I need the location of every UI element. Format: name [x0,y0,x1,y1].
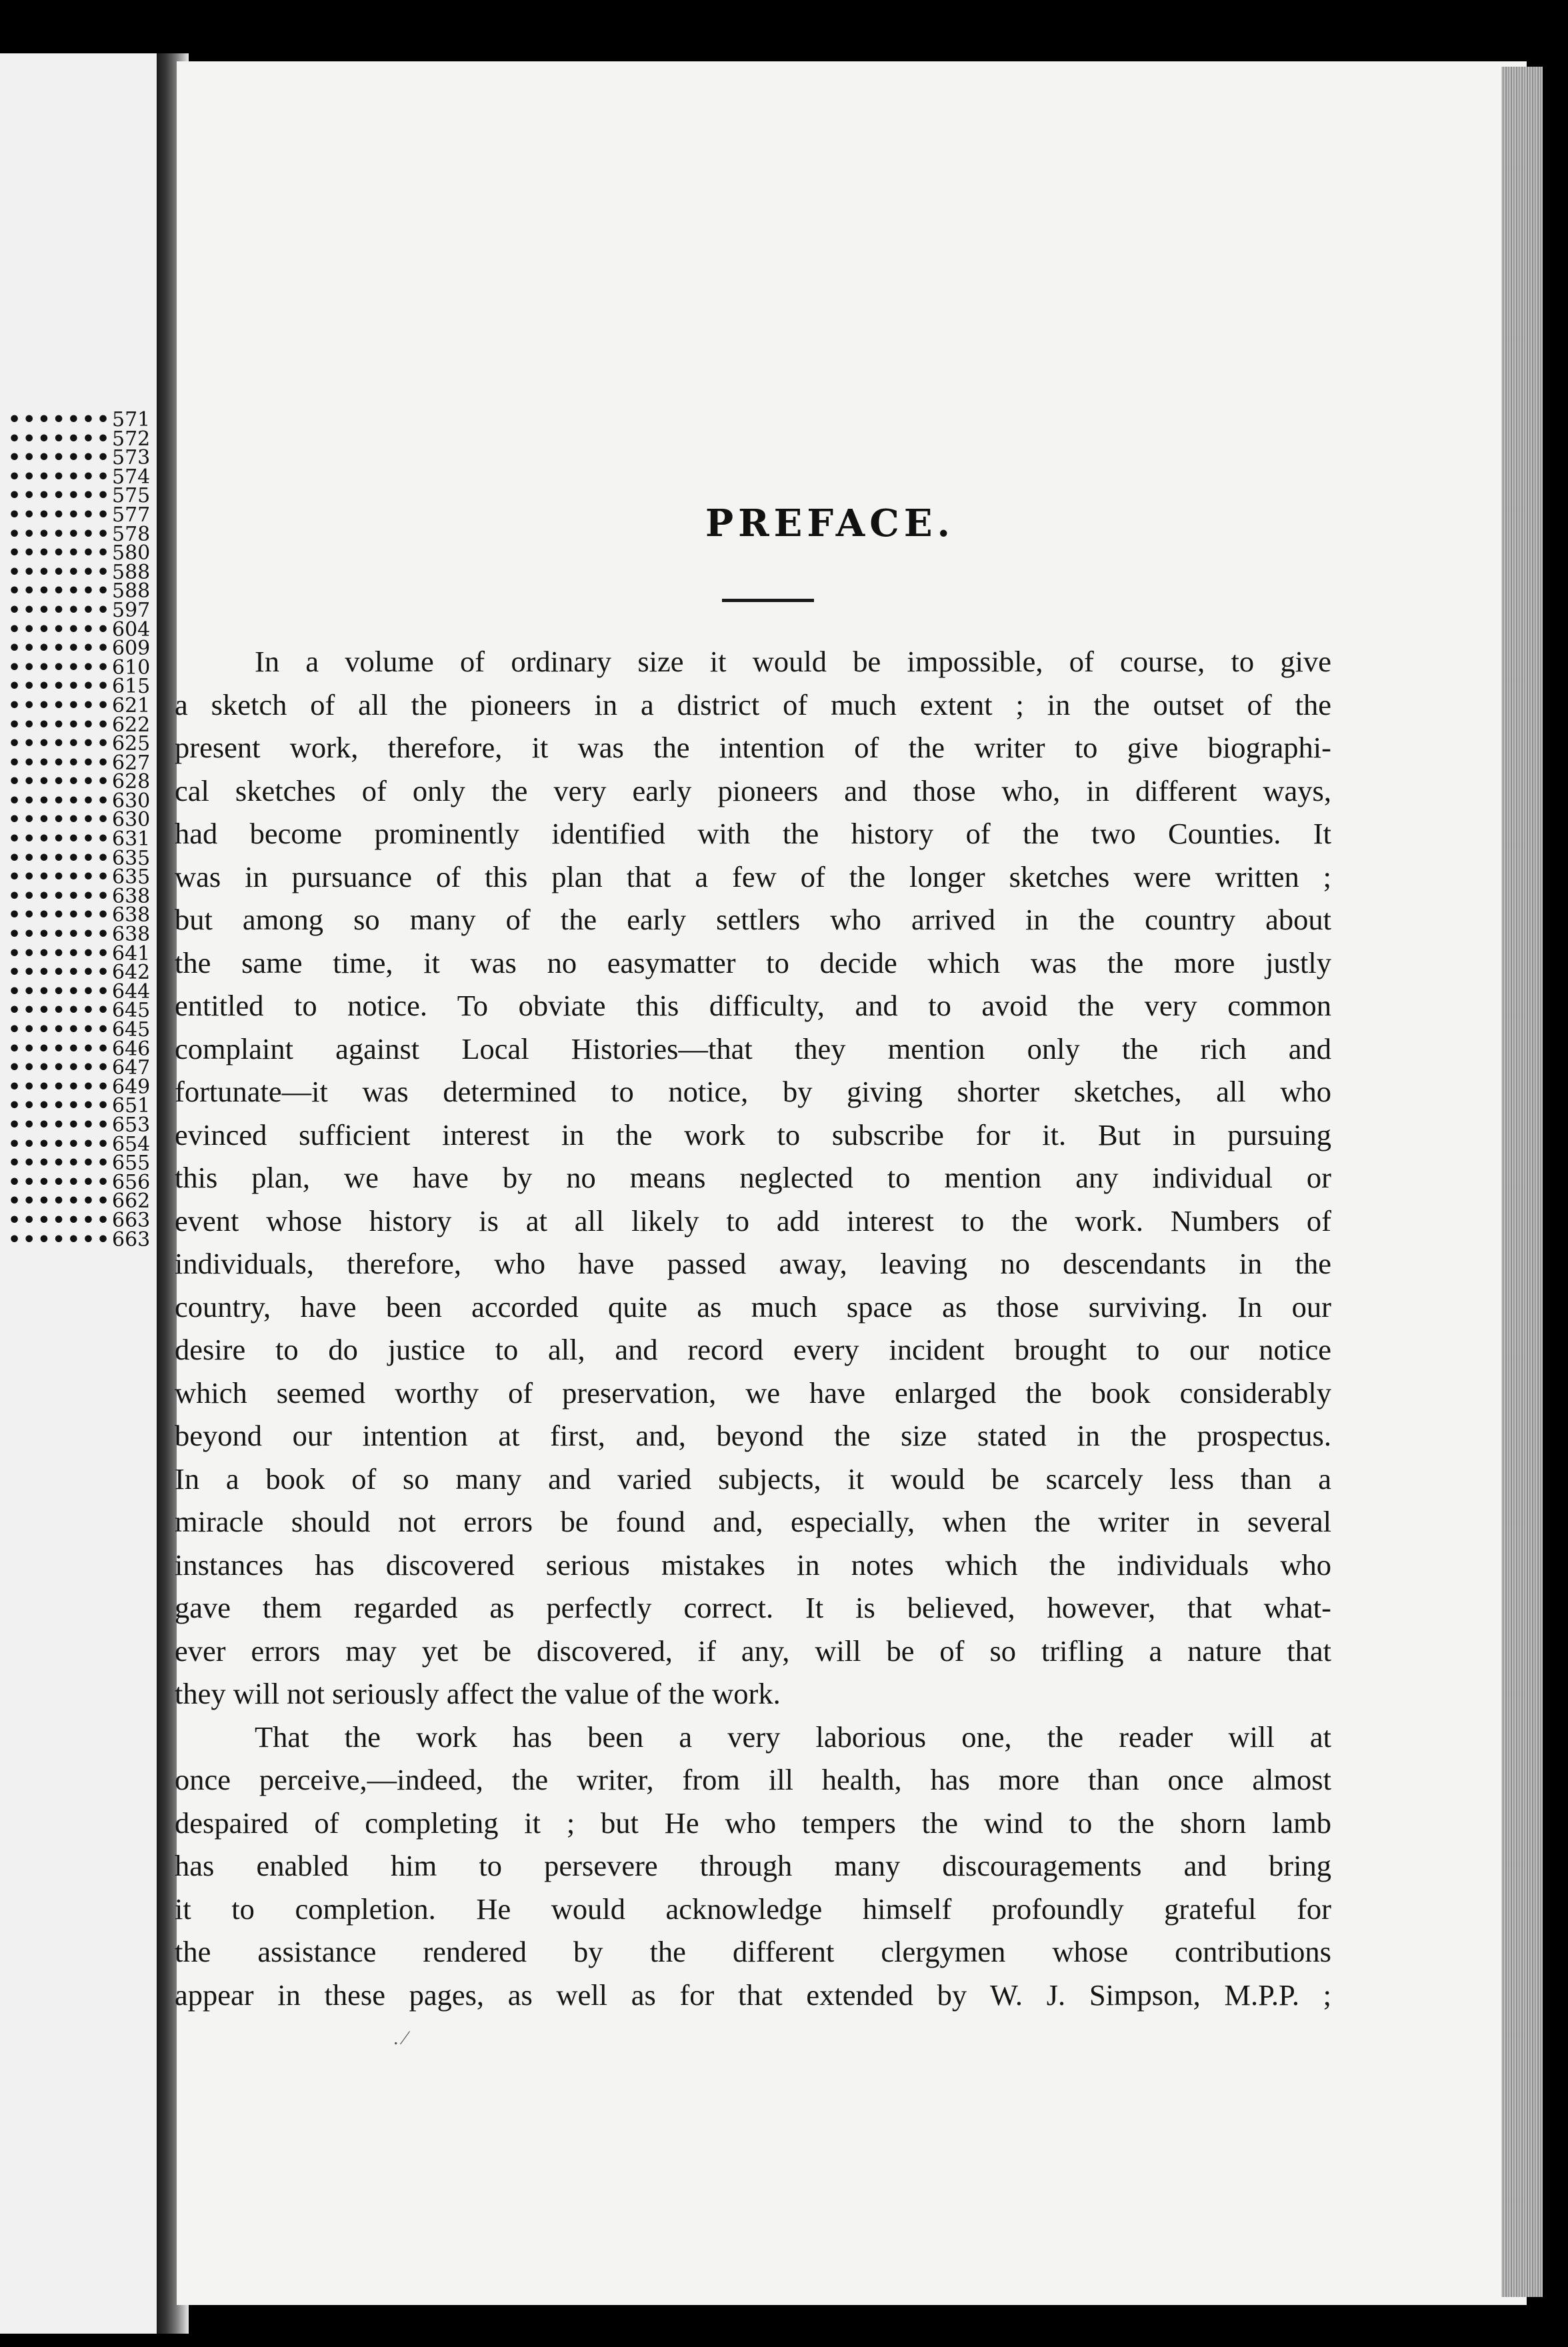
index-page-number: 621 [112,693,151,717]
index-leader-dots: ••••••• [8,789,112,813]
preface-line: was in pursuance of this plan that a few of the longer sketches were written ; [175,859,1331,893]
preface-line: ever errors may yet be discovered, if any, will be of so trifling a nature that [175,1634,1331,1668]
preface-line: a sketch of all the pioneers in a district of much extent ; in the outset of the [175,687,1331,721]
index-leader-dots: ••••••• [8,751,112,775]
index-page-number: 638 [112,903,151,927]
index-page-number: 578 [112,522,151,546]
index-leader-dots: ••••••• [8,1037,112,1061]
preface-line: it to completion. He would acknowledge himself profoundly grateful for [175,1892,1331,1926]
index-page-number: 628 [112,770,151,794]
preface-line: fortunate—it was determined to notice, by giving shorter sketches, all who [175,1075,1331,1108]
index-leader-dots: ••••••• [8,522,112,546]
preface-line: country, have been accorded quite as much space as those surviving. In our [175,1290,1331,1324]
index-leader-dots: ••••••• [8,1094,112,1118]
index-page-number: 663 [112,1208,151,1232]
index-leader-dots: ••••••• [8,713,112,737]
index-page-number: 577 [112,503,151,527]
index-leader-dots: ••••••• [8,732,112,756]
index-leader-dots: ••••••• [8,655,112,679]
index-leader-dots: ••••••• [8,1075,112,1099]
preface-line: had become prominently identified with the history of the two Counties. It [175,817,1331,850]
index-page-number: 638 [112,923,151,947]
index-leader-dots: ••••••• [8,503,112,527]
preface-line: That the work has been a very laborious one, the reader will at [255,1720,1331,1754]
index-page-number: 642 [112,961,151,985]
index-leader-dots: ••••••• [8,1151,112,1176]
index-leader-dots: ••••••• [8,979,112,1003]
index-page-number: 651 [112,1094,151,1118]
index-leader-dots: ••••••• [8,675,112,699]
index-leader-dots: ••••••• [8,617,112,641]
index-page-number: 609 [112,637,151,661]
preface-line: the same time, it was no easymatter to decide which was the more justly [175,945,1331,979]
index-leader-dots: ••••••• [8,1190,112,1214]
index-leader-dots: ••••••• [8,427,112,451]
index-leader-dots: ••••••• [8,999,112,1023]
index-leader-dots: ••••••• [8,560,112,584]
index-page-number: 625 [112,732,151,756]
index-page-number: 635 [112,865,151,889]
index-leader-dots: ••••••• [8,846,112,870]
index-leader-dots: ••••••• [8,903,112,927]
index-page-number-column [0,408,157,1252]
index-leader-dots: ••••••• [8,408,112,431]
index-page-number: 573 [112,446,151,470]
preface-line: appear in these pages, as well as for that extended by W. J. Simpson, M.P.P. ; [175,1978,1331,2012]
preface-line: but among so many of the early settlers who arrived in the country about [175,903,1331,936]
index-leader-dots: ••••••• [8,923,112,947]
preface-line: once perceive,—indeed, the writer, from ill health, has more than once almost [175,1763,1331,1796]
preface-line: miracle should not errors be found and, especially, when the writer in several [175,1505,1331,1538]
index-leader-dots: ••••••• [8,598,112,622]
index-leader-dots: ••••••• [8,865,112,889]
index-page-number: 610 [112,655,151,679]
preface-line: event whose history is at all likely to add interest to the work. Numbers of [175,1204,1331,1238]
index-leader-dots: ••••••• [8,484,112,508]
index-leader-dots: ••••••• [8,1018,112,1041]
index-page-number: 575 [112,484,151,508]
index-leader-dots: ••••••• [8,1208,112,1232]
preface-line: which seemed worthy of preservation, we have enlarged the book considerably [175,1376,1331,1410]
index-leader-dots: ••••••• [8,1113,112,1137]
index-page-number: 630 [112,808,151,832]
index-row [0,1228,157,1252]
index-page-number: 588 [112,560,151,584]
index-leader-dots: ••••••• [8,884,112,908]
index-page-number: 662 [112,1190,151,1214]
index-page-number: 655 [112,1151,151,1176]
preface-line: they will not seriously affect the value of the work. [175,1677,781,1710]
index-page-number: 571 [112,408,151,431]
index-page-number: 580 [112,541,151,565]
index-leader-dots: ••••••• [8,541,112,565]
index-leader-dots: ••••••• [8,961,112,985]
index-leader-dots: ••••••• [8,579,112,603]
index-leader-dots: ••••••• [8,827,112,851]
index-page-number: 631 [112,827,151,851]
index-leader-dots: ••••••• [8,941,112,965]
index-page-number: 604 [112,617,151,641]
index-leader-dots: ••••••• [8,1132,112,1156]
preface-title: PREFACE. [705,501,955,545]
preface-line: individuals, therefore, who have passed away, leaving no descendants in the [175,1247,1331,1280]
index-page-number: 597 [112,598,151,622]
index-leader-dots: ••••••• [8,637,112,661]
index-leader-dots: ••••••• [8,770,112,794]
preface-line: In a volume of ordinary size it would be impossible, of course, to give [255,645,1331,678]
page-edges [1501,67,1543,2297]
preface-line: beyond our intention at first, and, beyond the size stated in the prospectus. [175,1419,1331,1452]
preface-line: this plan, we have by no means neglected to mention any individual or [175,1161,1331,1194]
index-page-number: 635 [112,846,151,870]
preface-line: desire to do justice to all, and record every incident brought to our notice [175,1333,1331,1366]
index-page-number: 656 [112,1170,151,1194]
preface-line: instances has discovered serious mistakes in notes which the individuals who [175,1548,1331,1582]
index-leader-dots: ••••••• [8,808,112,832]
index-page-number: 654 [112,1132,151,1156]
preface-line: the assistance rendered by the different clergymen whose contributions [175,1935,1331,1968]
index-leader-dots: ••••••• [8,1170,112,1194]
index-page-number: 572 [112,427,151,451]
index-leader-dots: ••••••• [8,465,112,489]
index-page-number: 653 [112,1113,151,1137]
index-leader-dots: ••••••• [8,1056,112,1080]
index-page-number: 588 [112,579,151,603]
index-page-number: 627 [112,751,151,775]
index-page-number: 644 [112,979,151,1003]
index-page-number: 622 [112,713,151,737]
index-page-number: 663 [112,1228,151,1252]
index-page-number: 647 [112,1056,151,1080]
preface-line: cal sketches of only the very early pioneers and those who, in different ways, [175,773,1331,807]
title-rule [722,599,814,602]
index-page-number: 630 [112,789,151,813]
preface-line: entitled to notice. To obviate this difficulty, and to avoid the very common [175,989,1331,1022]
preface-line: present work, therefore, it was the intention of the writer to give biographi- [175,731,1331,764]
index-page-number: 638 [112,884,151,908]
preface-line: complaint against Local Histories—that they mention only the rich and [175,1031,1331,1065]
preface-line: evinced sufficient interest in the work to subscribe for it. But in pursuing [175,1117,1331,1151]
index-page-number: 615 [112,675,151,699]
preface-line: has enabled him to persevere through many discouragements and bring [175,1849,1331,1882]
index-leader-dots: ••••••• [8,1228,112,1252]
index-page-number: 649 [112,1075,151,1099]
preface-body [175,640,1331,2016]
index-leader-dots: ••••••• [8,693,112,717]
index-leader-dots: ••••••• [8,446,112,470]
preface-line: despaired of completing it ; but He who tempers the wind to the shorn lamb [175,1806,1331,1840]
index-page-number: 645 [112,999,151,1023]
preface-line: In a book of so many and varied subjects, it would be scarcely less than a [175,1462,1331,1496]
preface-line: gave them regarded as perfectly correct. It is believed, however, that what- [175,1591,1331,1624]
index-page-number: 645 [112,1018,151,1041]
index-page-number: 574 [112,465,151,489]
stray-mark: . ⁄ [393,2027,407,2049]
index-page-number: 646 [112,1037,151,1061]
index-page-number: 641 [112,941,151,965]
